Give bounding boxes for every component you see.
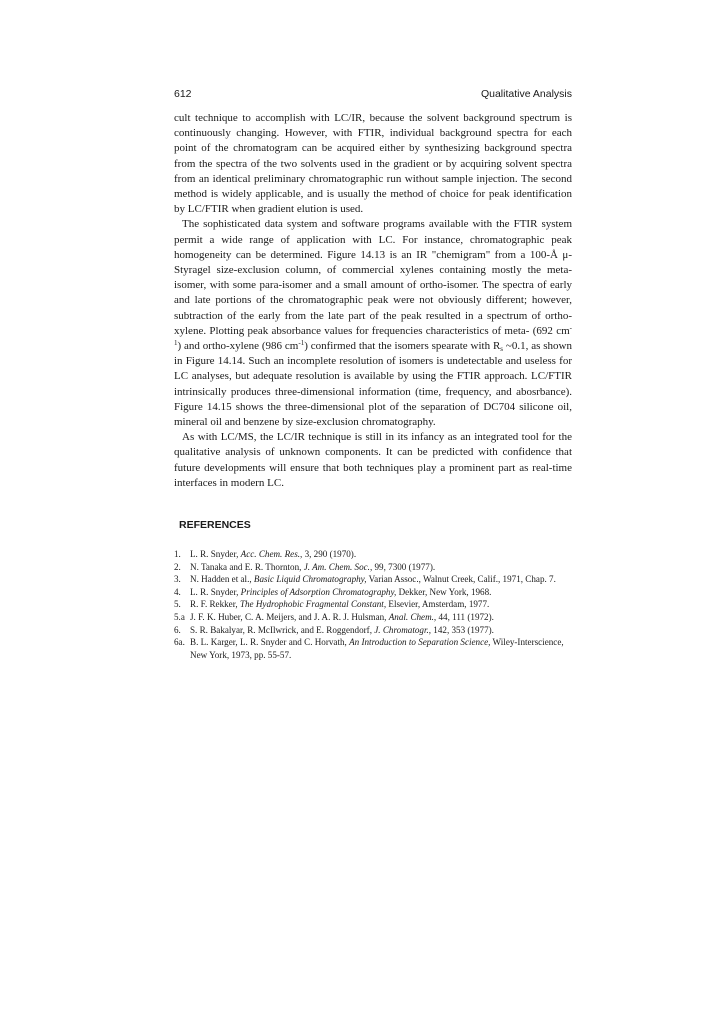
reference-authors: S. R. Bakalyar, R. McIlwrick, and E. Roggendorf, xyxy=(190,624,375,635)
reference-source: Acc. Chem. Res., xyxy=(240,549,303,560)
reference-number: 2. xyxy=(174,561,181,572)
reference-item xyxy=(174,548,572,561)
reference-source: The Hydrophobic Fragmental Constant, xyxy=(239,599,387,610)
reference-item xyxy=(174,586,572,599)
running-header xyxy=(174,88,572,102)
reference-number: 6a. xyxy=(174,637,185,648)
reference-authors: N. Hadden et al., xyxy=(190,574,254,585)
reference-authors: R. F. Rekker, xyxy=(190,599,240,610)
reference-source: J. Am. Chem. Soc., xyxy=(303,561,373,572)
reference-item xyxy=(174,624,572,637)
paragraph-text: ) and ortho-xylene (986 cm xyxy=(177,340,299,353)
reference-details: 99, 7300 (1977). xyxy=(372,561,436,572)
reference-authors: B. L. Karger, L. R. Snyder and C. Horvath, xyxy=(190,637,350,648)
paragraph-text: ~0.1, as shown in Figure 14.14. Such an incomplete resolution of isomers is undetectable and useless for LC analyses, but adequate resolution is available by using the FTIR approach. LC/FTIR intrinsically produces three-dimensional information (time, frequency, and abosrbance). Figure 14.15 shows the three-dimensional plot of the separation of DC704 silicone oil, mineral oil and benzene by size-exclusion chromatography. xyxy=(174,340,572,429)
reference-source: Basic Liquid Chromatography, xyxy=(253,574,367,585)
paragraph-text: The sophisticated data system and software programs available with the FTIR system permit a wide range of application with LC. For instance, chromatographic peak homogeneity can be determined. Figure 14.13 is an IR "chemigram" from a 100-Å μ-Styragel size-exclusion column, of commercial xylenes containing mostly the meta-isomer, with some para-isomer and a small amount of ortho-isomer. The spectra of early and late portions of the chromatographic peak were not obviously different; however, subtraction of the early from the late part of the peak resulted in a spectrum of ortho-xylene. Plotting peak absorbance values for frequencies characteristics of meta- (692 cm xyxy=(174,218,572,337)
reference-number: 6. xyxy=(174,624,181,635)
reference-text xyxy=(190,611,572,624)
page-number: 612 xyxy=(174,88,192,100)
reference-text xyxy=(190,548,572,561)
reference-item xyxy=(174,573,572,586)
paragraph-lcms-conclusion: As with LC/MS, the LC/IR technique is still in its infancy as an integrated tool for the qualitative analysis of unknown components. It can be predicted with confidence that future developments will ensure that both techniques play a prominent part as real-time interfaces in modern LC. xyxy=(174,431,572,489)
paragraph-text: ) confirmed that the isomers spearate with R xyxy=(304,340,501,353)
reference-number: 5. xyxy=(174,599,181,610)
reference-text xyxy=(190,561,572,574)
superscript-unit: -1 xyxy=(298,339,305,348)
references-heading: REFERENCES xyxy=(179,519,251,532)
reference-source: J. Chromatogr., xyxy=(374,624,432,635)
reference-item xyxy=(174,598,572,611)
reference-text xyxy=(190,636,572,661)
reference-source: Anal. Chem., xyxy=(388,612,437,623)
reference-details: Varian Assoc., Walnut Creek, Calif., 1971, Chap. 7. xyxy=(366,574,556,585)
reference-details: Wiley-Interscience, New York, 1973, pp. 55-57. xyxy=(190,637,564,660)
reference-details: Elsevier, Amsterdam, 1977. xyxy=(386,599,490,610)
reference-item xyxy=(174,636,572,661)
reference-text xyxy=(190,624,572,637)
reference-text xyxy=(190,598,572,611)
paragraph-ftir-data-system xyxy=(174,217,572,430)
reference-authors: L. R. Snyder, xyxy=(190,549,241,560)
running-title: Qualitative Analysis xyxy=(480,88,572,100)
paragraph-continuation: cult technique to accomplish with LC/IR, because the solvent background spectrum is continuously changing. However, with FTIR, individual background spectra for each point of the chromatogram can be acquired either by synthesizing background spectra from the spectra of the two solvents used in the gradient or by acquiring solvent spectra from an identical preliminary chromatographic run without sample injection. The second method is widely applicable, and is usually the method of choice for peak identification by LC/FTIR when gradient elution is used. xyxy=(174,112,572,216)
reference-number: 5.a xyxy=(174,612,185,623)
reference-text xyxy=(190,573,572,586)
reference-source: An Introduction to Separation Science, xyxy=(349,637,491,648)
reference-number: 1. xyxy=(174,549,181,560)
reference-number: 3. xyxy=(174,574,181,585)
reference-details: 142, 353 (1977). xyxy=(431,624,494,635)
page xyxy=(174,88,572,661)
reference-text xyxy=(190,586,572,599)
subscript-symbol: s xyxy=(500,345,504,354)
reference-details: 44, 111 (1972). xyxy=(436,612,494,623)
reference-number: 4. xyxy=(174,586,181,597)
superscript-unit: -1 xyxy=(174,323,572,348)
reference-details: Dekker, New York, 1968. xyxy=(396,586,492,597)
reference-authors: J. F. K. Huber, C. A. Meijers, and J. A. R. J. Hulsman, xyxy=(190,612,389,623)
reference-source: Principles of Adsorption Chromatography, xyxy=(240,586,397,597)
reference-authors: L. R. Snyder, xyxy=(190,586,241,597)
reference-authors: N. Tanaka and E. R. Thornton, xyxy=(190,561,304,572)
reference-details: 3, 290 (1970). xyxy=(302,549,357,560)
reference-list xyxy=(174,548,572,661)
reference-item xyxy=(174,561,572,574)
reference-item xyxy=(174,611,572,624)
